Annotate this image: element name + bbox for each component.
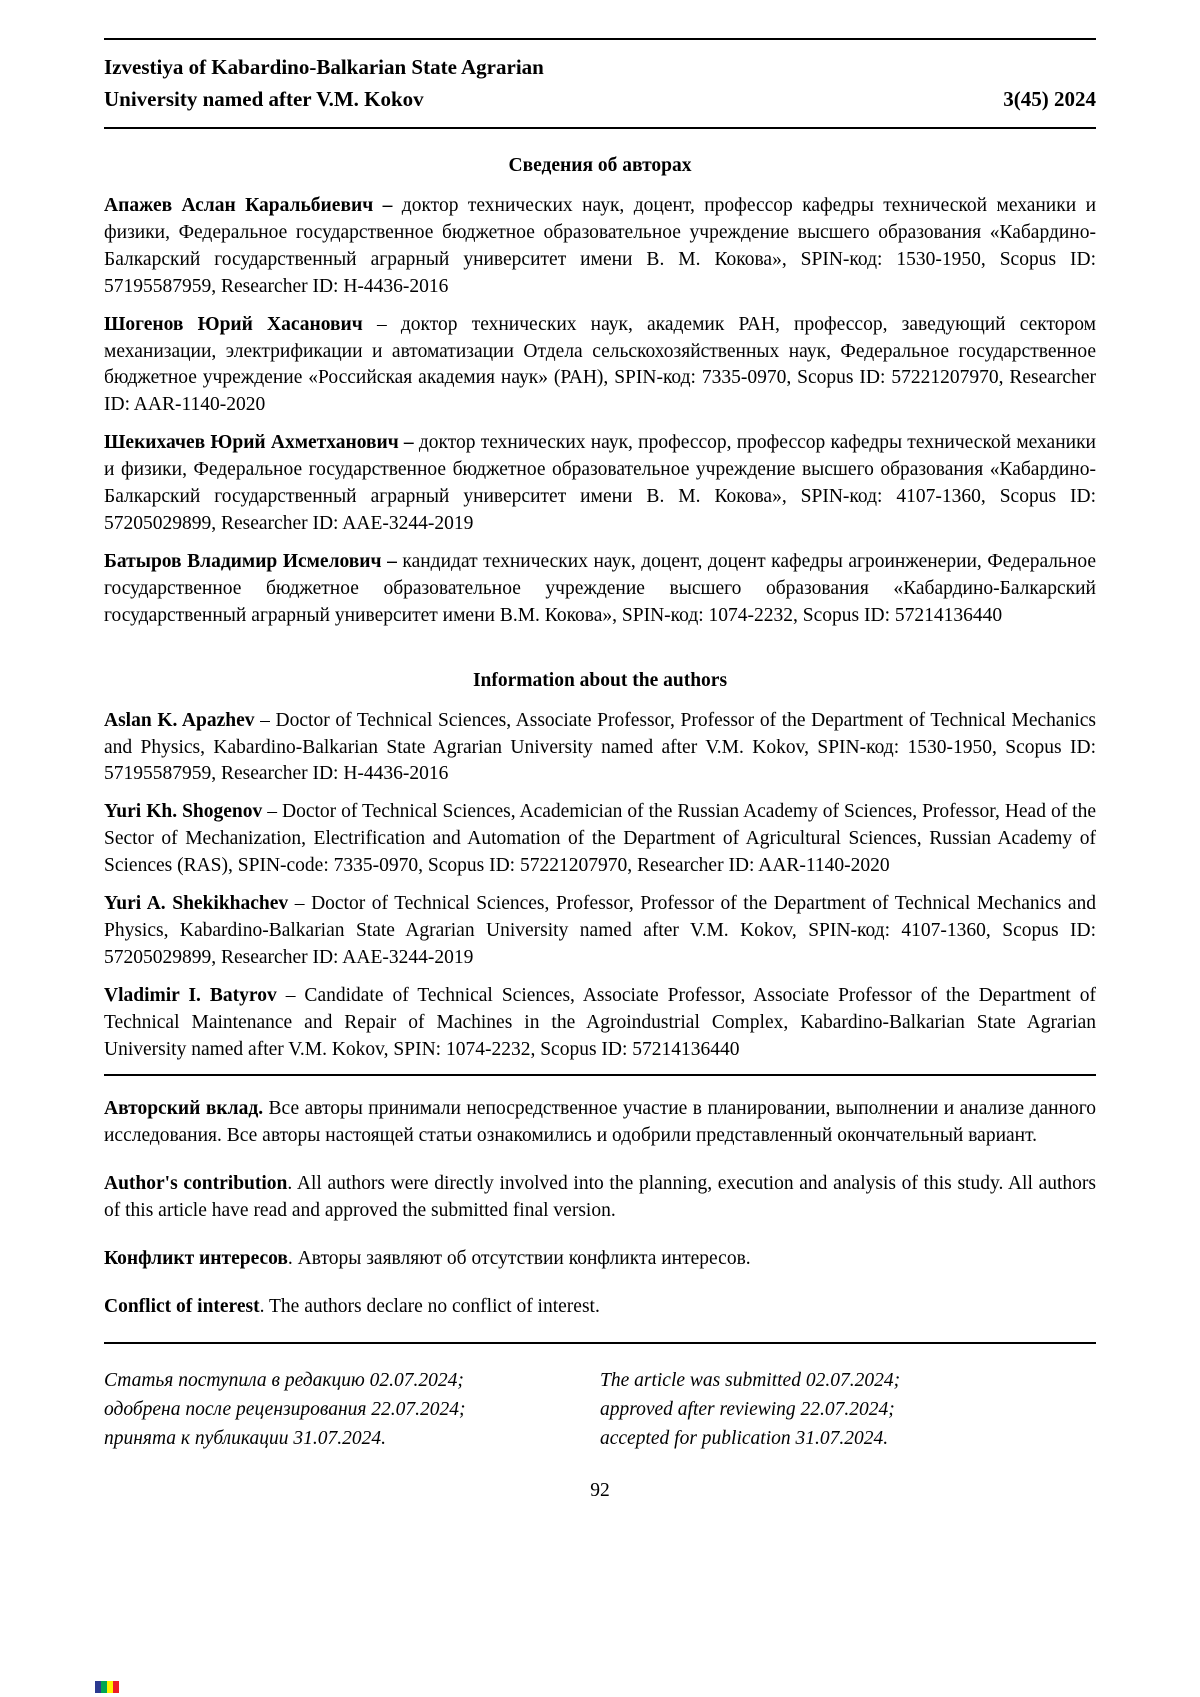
- statement-label: Conflict of interest: [104, 1296, 260, 1317]
- author-name: Aslan K. Apazhev: [104, 709, 255, 731]
- statement-text: Все авторы принимали непосредственное участие в планировании, выполнении и анализе данного исследования. Все авторы настоящей статьи ознакомились и одобрили представленный окончательный вариант.: [104, 1098, 1096, 1147]
- author-name: Шекихачев Юрий Ахметханович –: [104, 432, 414, 454]
- author-name: Yuri A. Shekikhachev: [104, 893, 289, 915]
- statement-ru-contribution: [104, 1096, 1096, 1150]
- statement-en-contribution: [104, 1171, 1096, 1225]
- submission-dates-ru: [104, 1366, 600, 1454]
- statement-ru-conflict: [104, 1246, 1096, 1273]
- dates-divider: [104, 1342, 1096, 1344]
- submission-dates-en: [600, 1366, 1096, 1454]
- journal-title-line2: University named after V.M. Kokov: [104, 86, 424, 111]
- author-entry-en-batyrov: [104, 983, 1096, 1064]
- statement-label: Авторский вклад.: [104, 1098, 264, 1120]
- date-line: The article was submitted 02.07.2024;: [600, 1369, 901, 1391]
- author-entry-ru-shogenov: [104, 312, 1096, 420]
- statements-divider: [104, 1074, 1096, 1076]
- author-entry-ru-apazhev: [104, 193, 1096, 301]
- author-name: Шогенов Юрий Хасанович: [104, 313, 363, 335]
- issue-number: 3(45) 2024: [1003, 86, 1096, 111]
- date-line: accepted for publication 31.07.2024.: [600, 1428, 889, 1450]
- author-entry-en-shogenov: [104, 799, 1096, 880]
- author-bio: – Doctor of Technical Sciences, Professor, Professor of the Department of Technical Mechanics and Physics, Kabardino-Balkarian State Agrarian University named after V.M. Kokov, SPIN-код: 4107-1360, Scopus ID: 57205029899, Researcher ID: AAE-3244-2019: [104, 893, 1097, 968]
- color-calibration-mark: [95, 1681, 119, 1693]
- author-bio: доктор технических наук, доцент, профессор кафедры технической механики и физики, Федеральное государственное бюджетное образовательное учреждение высшего образования «Кабардино-Балкарский государственный аграрный университет имени В. М. Кокова», SPIN-код: 1530-1950, Scopus ID: 57195587959, Researcher ID: H-4436-2016: [104, 195, 1096, 297]
- author-entry-en-apazhev: [104, 708, 1096, 789]
- author-entry-en-shekikhachev: [104, 891, 1096, 972]
- submission-dates: [104, 1366, 1096, 1454]
- statements-block: [104, 1096, 1096, 1320]
- author-bio: – Doctor of Technical Sciences, Associate Professor, Professor of the Department of Technical Mechanics and Physics, Kabardino-Balkarian State Agrarian University named after V.M. Kokov, SPIN-код: 1530-1950, Scopus ID: 57195587959, Researcher ID: H-4436-2016: [104, 709, 1096, 785]
- statement-text: . Авторы заявляют об отсутствии конфликта интересов.: [287, 1248, 751, 1270]
- statement-en-conflict: [104, 1294, 1096, 1321]
- journal-title-line1: Izvestiya of Kabardino-Balkarian State Agrarian: [104, 55, 544, 79]
- author-name: Апажев Аслан Каральбиевич –: [104, 195, 393, 216]
- date-line: Статья поступила в редакцию 02.07.2024;: [104, 1369, 464, 1391]
- section-title-en: Information about the authors: [472, 669, 728, 691]
- section-title-ru: Сведения об авторах: [508, 155, 692, 176]
- header-bottom-rule: [104, 127, 1096, 129]
- author-bio: доктор технических наук, профессор, профессор кафедры технической механики и физики, Федеральное государственное бюджетное образовательное учреждение высшего образования «Кабардино-Балкарский государственный аграрный университет имени В. М. Кокова», SPIN-код: 4107-1360, Scopus ID: 57205029899, Researcher ID: AAE-3244-2019: [104, 432, 1096, 534]
- author-bio: – доктор технических наук, академик РАН, профессор, заведующий сектором механизации, электрификации и автоматизации Отдела сельскохозяйственных наук, Федеральное государственное бюджетное учреждение «Российская академия наук» (РАН), SPIN-код: 7335-0970, Scopus ID: 57221207970, Researcher ID: AAR-1140-2020: [104, 313, 1097, 416]
- author-bio: кандидат технических наук, доцент, доцент кафедры агроинженерии, Федеральное государственное бюджетное образовательное учреждение высшего образования «Кабардино-Балкарский государственный аграрный университет имени В.М. Кокова», SPIN-код: 1074-2232, Scopus ID: 57214136440: [104, 550, 1097, 626]
- author-entry-ru-batyrov: [104, 549, 1096, 630]
- date-line: принята к публикации 31.07.2024.: [104, 1428, 387, 1450]
- statement-label: Author's contribution: [104, 1173, 288, 1195]
- date-line: одобрена после рецензирования 22.07.2024;: [104, 1399, 466, 1421]
- author-name: Yuri Kh. Shogenov: [104, 801, 263, 823]
- journal-header: [104, 40, 1096, 127]
- date-line: approved after reviewing 22.07.2024;: [600, 1399, 895, 1421]
- statement-label: Конфликт интересов: [104, 1248, 288, 1270]
- author-entry-ru-shekikhachev: [104, 430, 1096, 538]
- statement-text: . The authors declare no conflict of interest.: [259, 1296, 600, 1317]
- author-name: Батыров Владимир Исмелович –: [104, 550, 397, 572]
- author-bio: – Doctor of Technical Sciences, Academician of the Russian Academy of Sciences, Professor, Head of the Sector of Mechanization, Electrification and Automation of the Department of Agricultural Sciences, Russian Academy of Sciences (RAS), SPIN-code: 7335-0970, Scopus ID: 57221207970, Researcher ID: AAR-1140-2020: [104, 801, 1096, 877]
- author-name: Vladimir I. Batyrov: [104, 984, 277, 1006]
- page-number: 92: [590, 1479, 610, 1501]
- author-bio: – Candidate of Technical Sciences, Associate Professor, Associate Professor of the Department of Technical Maintenance and Repair of Machines in the Agroindustrial Complex, Kabardino-Balkarian State Agrarian University named after V.M. Kokov, SPIN: 1074-2232, Scopus ID: 57214136440: [104, 984, 1096, 1060]
- statement-text: . All authors were directly involved into the planning, execution and analysis of this study. All authors of this article have read and approved the submitted final version.: [104, 1173, 1096, 1222]
